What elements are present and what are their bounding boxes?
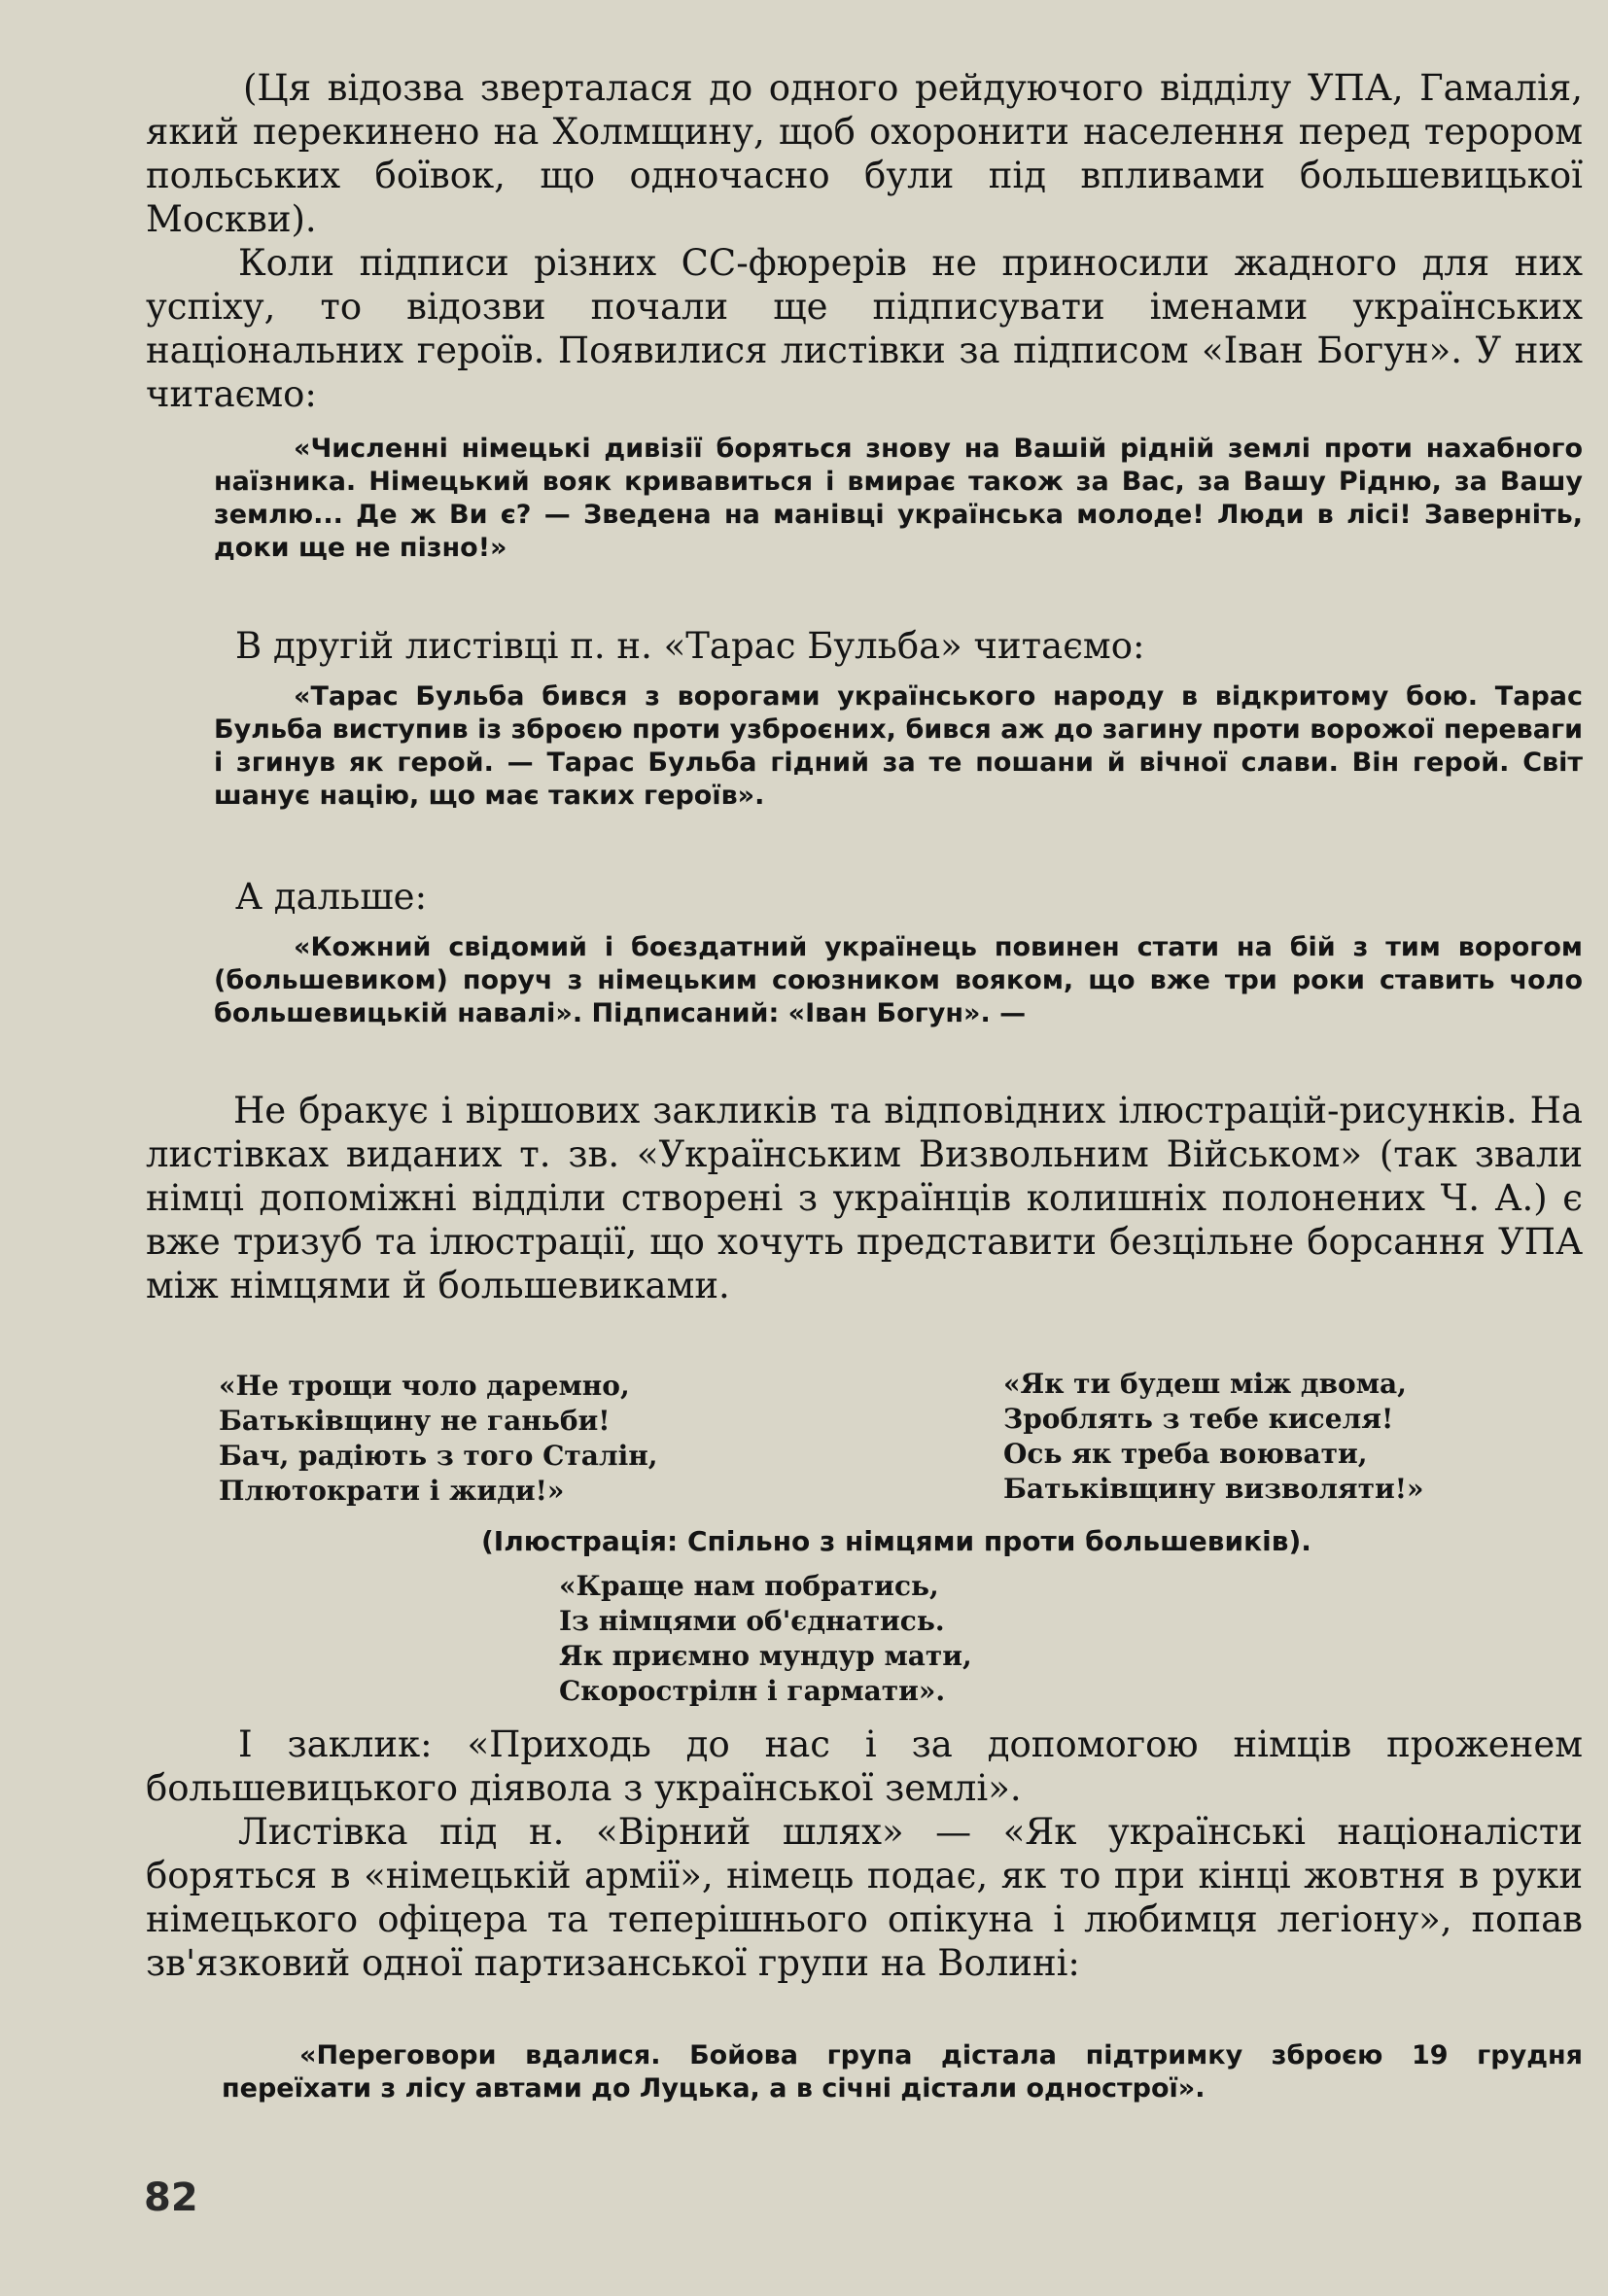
paragraph-second-leaflet: В другій листівці п. н. «Тарас Бульба» читаємо: xyxy=(235,625,1145,667)
illustration-caption: (Ілюстрація: Спільно з німцями проти большевиків). xyxy=(481,1525,1311,1557)
poem-line: Батьківщину не ганьби! xyxy=(219,1405,611,1437)
poem-right xyxy=(1003,1367,1424,1507)
paragraph-verse-appeals: Не бракує і віршових закликів та відповідних ілюстрацій-рисунків. На листівках виданих т. зв. «Українським Визвольним Військом» (так звали німці допоміжні відділи створені з українців колишніх полонених Ч. А.) є вже тризуб та ілюстрації, що хочуть представити безцільне борсання УПА між німцями й большевиками. xyxy=(146,1090,1583,1306)
quote-taras-bulba: «Тарас Бульба бився з ворогами українського народу в відкритому бою. Тарас Бульба виступив із зброєю проти узброєних, бився аж до загину проти ворожої переваги і згинув як герой. — Тарас Бульба гідний за те пошани й вічної слави. Він герой. Світ шанує націю, що має таких героїв». xyxy=(214,681,1583,811)
poem-line: Скорострілн і гармати». xyxy=(559,1675,946,1707)
quote-ivan-bohun-1: «Численні німецькі дивізії боряться знову на Вашій рідній землі проти нахабного наїзника. Німецький вояк кривавиться і вмирає також за Вас, за Вашу Рідню, за Вашу землю... Де ж Ви є? — Зведена на манівці українська молоде! Люди в лісі! Заверніть, доки ще не пізно!» xyxy=(214,434,1583,563)
poem-line: «Не трощи чоло даремно, xyxy=(219,1370,630,1402)
paragraph-ss-signatures: Коли підписи різних СС-фюрерів не приносили жадного для них успіху, то відозви почали ще підписувати іменами українських національних героїв. Появилися листівки за підписом «Іван Богун». У них читаємо: xyxy=(146,242,1583,415)
quote-negotiations: «Переговори вдалися. Бойова група дістала підтримку зброєю 19 грудня переїхати з лісу автами до Луцька, а в січні дістали однострої». xyxy=(222,2040,1583,2104)
paragraph-true-path: Листівка під н. «Вірний шлях» — «Як українські націоналісти боряться в «німецькій армії», німець подає, як то при кінці жовтня в руки німецького офіцера та теперішнього опікуна і любимця легіону», попав зв'язковий одної партизанської групи на Волині: xyxy=(146,1811,1583,1984)
paragraph-intro-note: (Ця відозва зверталася до одного рейдуючого відділу УПА, Гамалія, який перекинено на Холмщину, щоб охоронити населення перед терором польських боївок, що одночасно були під впливами большевицької Москви). xyxy=(146,67,1583,240)
poem-line: Бач, радіють з того Сталін, xyxy=(219,1440,658,1472)
paragraph-call: І заклик: «Приходь до нас і за допомогою німців проженем большевицького діявола з української землі». xyxy=(146,1723,1583,1809)
poem-line: Ось як треба воювати, xyxy=(1003,1438,1368,1470)
poem-line: Зроблять з тебе киселя! xyxy=(1003,1403,1394,1435)
quote-ivan-bohun-2: «Кожний свідомий і боєздатний українець повинен стати на бій з тим ворогом (большевиком) поруч з німецьким союзником вояком, що вже три роки ставить чоло большевицькій навалі». Підписаний: «Іван Богун». — xyxy=(214,932,1583,1028)
poem-line: Як приємно мундур мати, xyxy=(559,1640,972,1672)
poem-line: Батьківщину визволяти!» xyxy=(1003,1473,1424,1505)
poem-line: «Як ти будеш між двома, xyxy=(1003,1368,1407,1400)
poem-line: «Краще нам побратись, xyxy=(559,1570,939,1602)
poem-left xyxy=(219,1369,658,1509)
poem-line: Із німцями об'єднатись. xyxy=(559,1605,945,1637)
page-number: 82 xyxy=(144,2175,198,2220)
poem-line: Плютократи і жиди!» xyxy=(219,1475,565,1507)
poem-center xyxy=(559,1569,972,1709)
paragraph-further: А дальше: xyxy=(235,876,428,918)
